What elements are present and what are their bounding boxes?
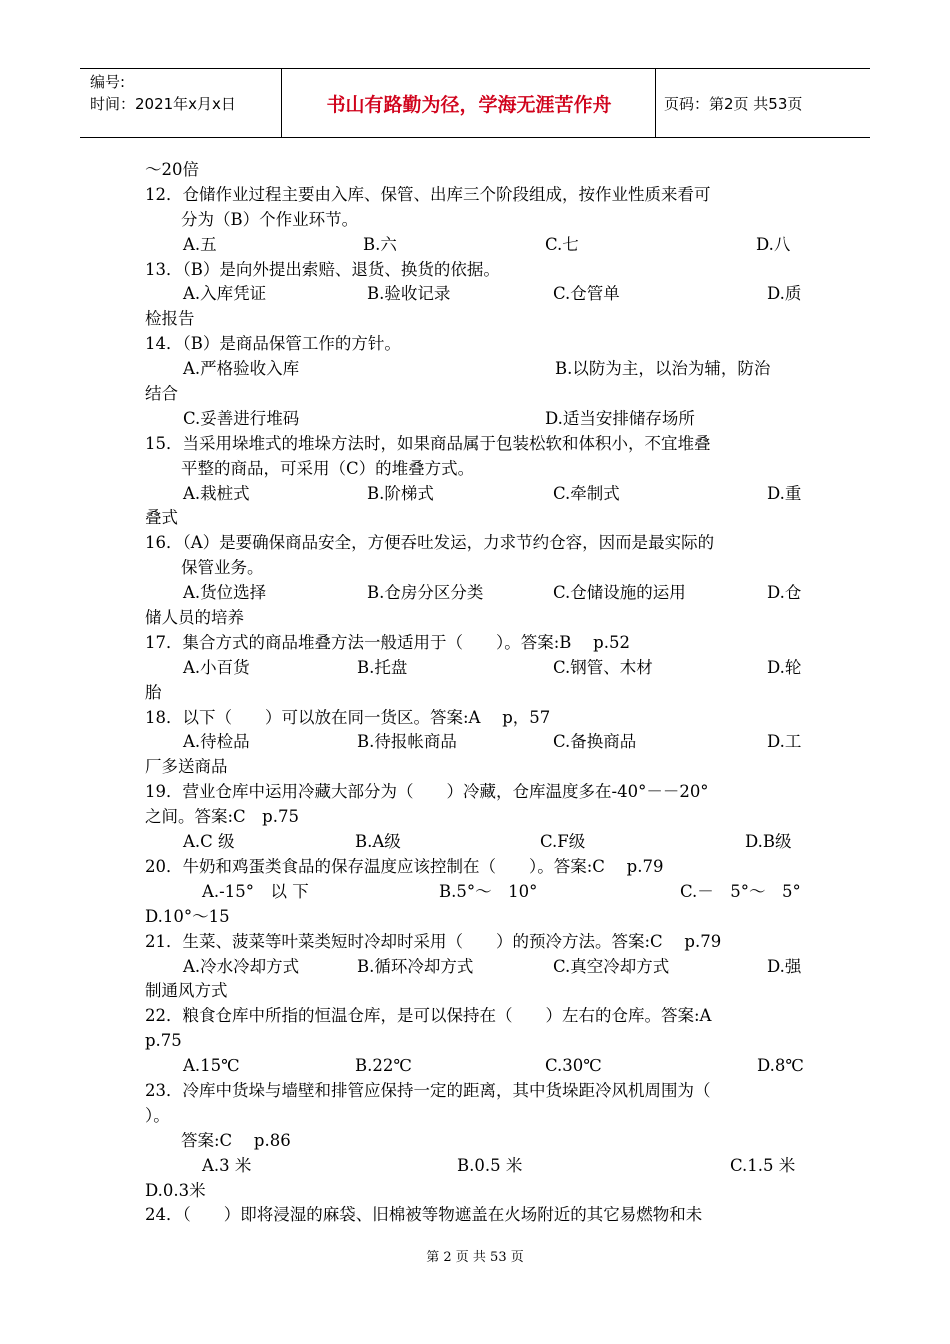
option-d: D.10°～15 <box>145 906 230 926</box>
question-16: 16．（A）是要确保商品安全，方便吞吐发运，力求节约仓容，因而是最实际的 <box>145 533 715 553</box>
text-line: p.75 <box>145 1031 182 1051</box>
header-motto: 书山有路勤为径，学海无涯苦作舟 <box>326 93 612 116</box>
option-c: C.30℃ <box>545 1056 602 1076</box>
option-a: A.货位选择 <box>183 583 267 603</box>
options-row-19 <box>145 830 815 855</box>
question-21: 21．生菜、菠菜等叶菜类短时冷却时采用（ ）的预冷方法。答案:C p.79 <box>145 931 722 951</box>
text-line: 分为（B）个作业环节。 <box>181 209 359 229</box>
option-a: A.入库凭证 <box>183 284 267 304</box>
options-row-21 <box>145 955 815 980</box>
document-body <box>145 158 815 1228</box>
text-line: 厂多送商品 <box>145 757 228 777</box>
option-b: B.以防为主，以治为辅，防治 <box>555 359 771 379</box>
answer-line: 答案:C p.86 <box>181 1130 291 1150</box>
options-row-18 <box>145 730 815 755</box>
option-d: D.B级 <box>745 832 792 852</box>
text-line: 储人员的培养 <box>145 608 244 628</box>
option-d: D.重 <box>767 483 802 503</box>
option-b: B.5°～ 10° <box>439 881 538 901</box>
option-b: B.A级 <box>355 832 401 852</box>
option-d: D.质 <box>767 284 802 304</box>
option-a: A.严格验收入库 <box>183 359 300 379</box>
option-c: C.1.5 米 <box>730 1155 796 1175</box>
option-c: C.妥善进行堆码 <box>183 408 300 428</box>
option-a: A.冷水冷却方式 <box>183 956 300 976</box>
option-d: D.仓 <box>767 583 802 603</box>
option-c: C.仓管单 <box>553 284 620 304</box>
option-d: D.适当安排储存场所 <box>545 408 695 428</box>
question-24: 24．（ ）即将浸湿的麻袋、旧棉被等物遮盖在火场附近的其它易燃物和未 <box>145 1205 703 1225</box>
page-footer: 第 2 页 共 53 页 <box>426 1250 524 1265</box>
option-b: B.仓房分区分类 <box>367 583 484 603</box>
option-a: A.栽桩式 <box>183 483 250 503</box>
options-row-20 <box>145 880 815 905</box>
header-meta <box>80 69 282 137</box>
header-page-label: 页码：第2页 共53页 <box>664 94 803 113</box>
option-c: C.备换商品 <box>553 732 637 752</box>
header-motto-cell <box>283 69 656 137</box>
option-c: C.仓储设施的运用 <box>553 583 686 603</box>
option-c: C.牵制式 <box>553 483 620 503</box>
document-date-label: 时间：2021年x月x日 <box>90 95 236 113</box>
question-12: 12．仓储作业过程主要由入库、保管、出库三个阶段组成，按作业性质来看可 <box>145 184 711 204</box>
text-line: 检报告 <box>145 309 195 329</box>
options-row-14-ab <box>145 357 815 382</box>
text-line: ～20倍 <box>145 160 199 179</box>
option-c: C.七 <box>545 234 579 254</box>
option-c: C.真空冷却方式 <box>553 956 670 976</box>
option-d: D.8℃ <box>757 1056 804 1076</box>
option-b: B.托盘 <box>357 657 408 677</box>
text-line: 结合 <box>145 384 178 404</box>
option-a: A.小百货 <box>183 657 250 677</box>
option-d: D.0.3米 <box>145 1180 206 1200</box>
option-c: C.钢管、木材 <box>553 657 653 677</box>
text-line: ）。 <box>145 1105 170 1125</box>
option-b: B.验收记录 <box>367 284 451 304</box>
option-b: B.循环冷却方式 <box>357 956 474 976</box>
option-a: A.3 米 <box>202 1155 252 1175</box>
options-row-22 <box>145 1054 815 1079</box>
question-23: 23．冷库中货垛与墙壁和排管应保持一定的距离，其中货垛距冷风机周围为（ <box>145 1080 711 1100</box>
options-row-12 <box>145 233 815 258</box>
option-d: D.轮 <box>767 657 802 677</box>
text-line: 制通风方式 <box>145 981 228 1001</box>
option-a: A.15℃ <box>183 1056 240 1076</box>
option-d: D.八 <box>756 234 791 254</box>
question-15: 15．当采用垛堆式的堆垛方法时，如果商品属于包装松软和体积小，不宜堆叠 <box>145 433 711 453</box>
question-18: 18．以下（ ）可以放在同一货区。答案:A p，57 <box>145 707 551 727</box>
option-b: B.待报帐商品 <box>357 732 457 752</box>
page-header <box>80 68 870 138</box>
document-number-label: 编号: <box>90 73 126 91</box>
option-d: D.强 <box>767 956 802 976</box>
option-c: C.F级 <box>540 832 586 852</box>
options-row-13 <box>145 282 815 307</box>
option-b: B.22℃ <box>355 1056 412 1076</box>
option-d: D.工 <box>767 732 802 752</box>
option-a: A.-15° 以 下 <box>202 881 309 901</box>
option-b: B.六 <box>363 234 397 254</box>
question-17: 17．集合方式的商品堆叠方法一般适用于（ ）。答案:B p.52 <box>145 632 630 652</box>
text-line: 叠式 <box>145 508 178 528</box>
text-line: 胎 <box>145 682 162 702</box>
option-b: B.0.5 米 <box>457 1155 523 1175</box>
option-a: A.五 <box>183 234 217 254</box>
options-row-15 <box>145 482 815 507</box>
options-row-14-cd <box>145 407 815 432</box>
text-line: 之间。答案:C p.75 <box>145 807 299 827</box>
header-page-cell <box>656 69 870 137</box>
question-19: 19．营业仓库中运用冷藏大部分为（ ）冷藏，仓库温度多在-40°－－20° <box>145 782 709 802</box>
option-a: A.待检品 <box>183 732 250 752</box>
text-line: 保管业务。 <box>181 558 264 578</box>
question-22: 22．粮食仓库中所指的恒温仓库，是可以保持在（ ）左右的仓库。答案:A <box>145 1006 712 1026</box>
text-line: 平整的商品，可采用（C）的堆叠方式。 <box>181 458 475 478</box>
option-a: A.C 级 <box>183 832 235 852</box>
option-b: B.阶梯式 <box>367 483 434 503</box>
question-20: 20．牛奶和鸡蛋类食品的保存温度应该控制在（ ）。答案:C p.79 <box>145 856 664 876</box>
option-c: C.－ 5°～ 5° <box>680 881 801 901</box>
options-row-23 <box>145 1154 815 1179</box>
options-row-16 <box>145 581 815 606</box>
question-14: 14．（B）是商品保管工作的方针。 <box>145 334 401 354</box>
question-13: 13．（B）是向外提出索赔、退货、换货的依据。 <box>145 259 500 279</box>
options-row-17 <box>145 656 815 681</box>
